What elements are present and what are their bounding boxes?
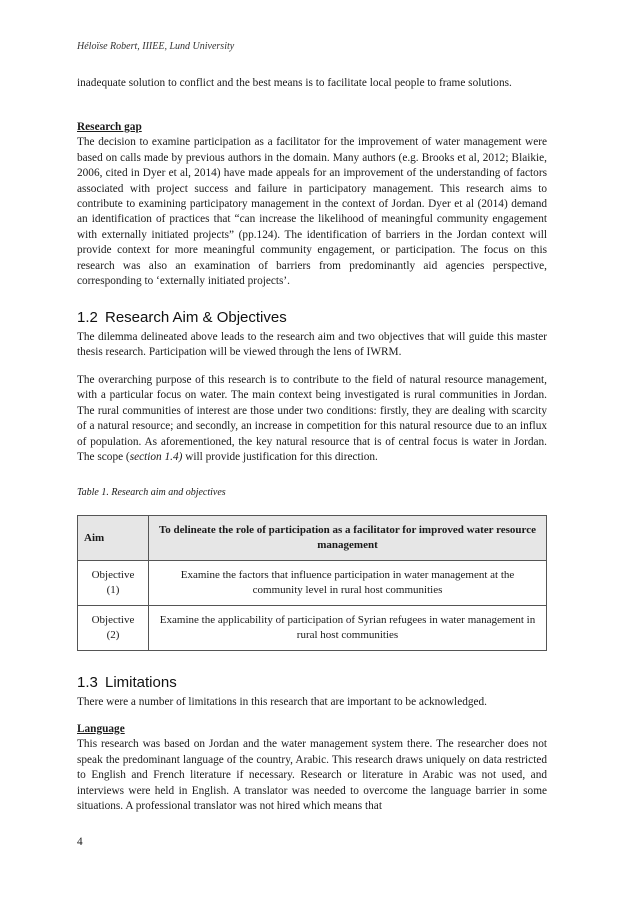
language-heading: Language <box>77 723 125 735</box>
objective-label-cell: Objective (2) <box>78 606 149 651</box>
section-1-3-heading <box>77 674 547 692</box>
aims-table <box>77 515 547 651</box>
section-number: 1.3 <box>77 674 98 691</box>
section-reference: section 1.4) <box>129 451 183 464</box>
table-row <box>78 561 547 606</box>
table-header-row <box>78 516 547 561</box>
intro-continuation <box>77 76 547 91</box>
aim-intro <box>77 330 547 361</box>
language-section <box>77 722 547 814</box>
objective-text-cell: Examine the factors that influence participation in water management at the community level in rural host communities <box>149 561 547 606</box>
limitations-intro <box>77 695 547 710</box>
aims-table-wrapper <box>77 515 547 651</box>
aim-purpose <box>77 373 547 465</box>
table-caption: Table 1. Research aim and objectives <box>77 487 226 498</box>
aim-paragraph-1: The dilemma delineated above leads to the research aim and two objectives that will guide this master thesis research. Participation will be viewed through the lens of IWRM. <box>77 331 547 359</box>
research-gap-section <box>77 120 547 289</box>
section-number: 1.2 <box>77 309 98 326</box>
section-title: Research Aim & Objectives <box>105 309 287 326</box>
language-paragraph: This research was based on Jordan and the water management system there. The researcher does not speak the predominant language of the country, Arabic. This research draws uniquely on data restricted to English and French literature if necessary. Research or literature in Arabic was not used, and interviews were held in English. A translator was needed to overcome the language barrier in some situations. A professional translator was not hired which means that <box>77 738 547 813</box>
intro-paragraph: inadequate solution to conflict and the best means is to facilitate local people to frame solutions. <box>77 77 512 89</box>
objective-label-cell: Objective (1) <box>78 561 149 606</box>
limitations-paragraph: There were a number of limitations in this research that are important to be acknowledged. <box>77 696 487 708</box>
running-header: Héloïse Robert, IIIEE, Lund University <box>77 41 235 52</box>
section-title: Limitations <box>105 674 177 691</box>
aim-text-cell: To delineate the role of participation as a facilitator for improved water resource management <box>149 516 547 561</box>
aim-paragraph-2: The overarching purpose of this research is to contribute to the field of natural resource management, with a particular focus on water. The main context being investigated is rural communities in Jordan. The rural communities of interest are those under two conditions: firstly, they are dealing with scarcity of a natural resource; and secondly, an increase in competition for this natural resource due to an influx of population. As aforementioned, the key natural resource that is of central focus is water in Jordan. The scope (section 1.4) will provide justification for this direction. <box>77 374 547 464</box>
research-gap-paragraph: The decision to examine participation as a facilitator for the improvement of water management were based on calls made by previous authors in the domain. Many authors (e.g. Brooks et al, 2012; Blaikie, 2006, cited in Dyer et al, 2014) have made appeals for an improvement of the understanding of factors associated with project success and failure in participatory management. This research aims to contribute to examining participatory management in the context of Jordan. Dyer et al (2014) demand an identification of practices that “can increase the likelihood of meaningful community engagement with externally initiated projects” (pp.124). The identification of barriers in the Jordan context will provide context for more meaningful community engagement, or participation. The focus on this research was also an examination of barriers from predominantly aid agencies perspective, corresponding to ‘externally initiated projects’. <box>77 136 547 288</box>
research-gap-heading: Research gap <box>77 121 142 133</box>
objective-text-cell: Examine the applicability of participation of Syrian refugees in water management in rural host communities <box>149 606 547 651</box>
aim-label-cell: Aim <box>78 516 149 561</box>
page-number: 4 <box>77 836 83 848</box>
table-row <box>78 606 547 651</box>
section-1-2-heading <box>77 309 547 327</box>
